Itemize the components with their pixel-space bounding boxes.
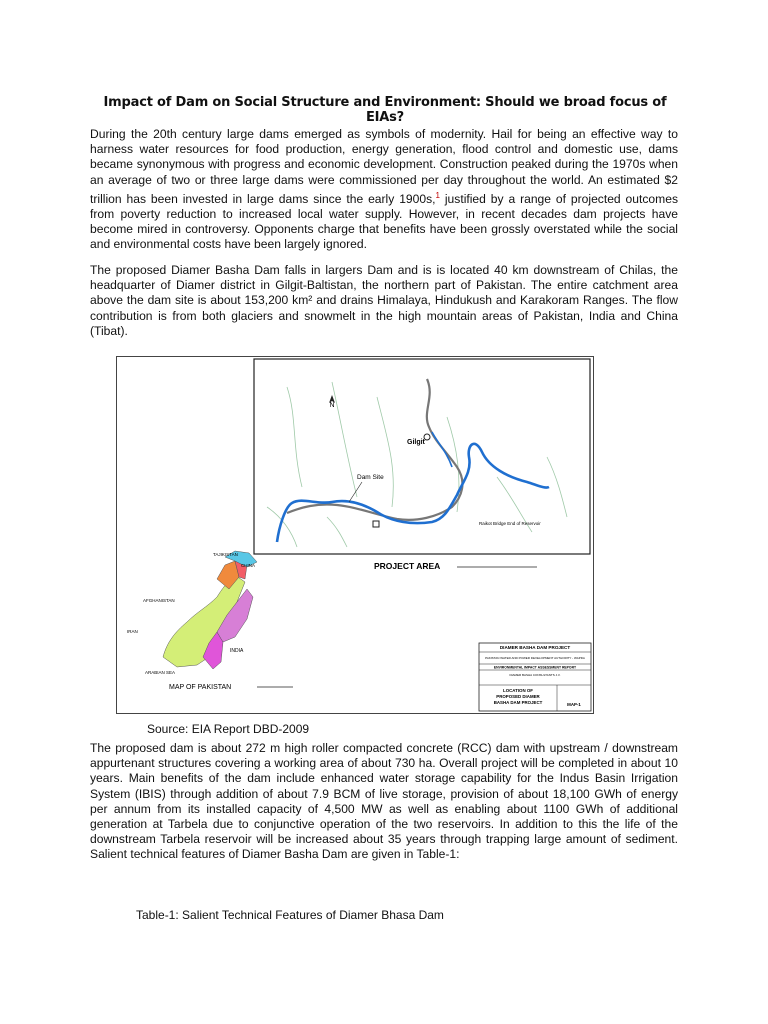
gilgit-marker-icon [424, 434, 430, 440]
title-block-authority: PAKISTAN WATER AND POWER DEVELOPMENT AUTHORITY - WAPDA [485, 656, 585, 660]
location-line-2: PROPOSED DIAMER [496, 694, 540, 699]
raikot-label: Raikot Bridge End of Reservoir [479, 521, 541, 526]
title-block [479, 643, 591, 711]
location-line-1: LOCATION OF [503, 688, 533, 693]
arabian-sea-label: ARABIAN SEA [145, 670, 176, 675]
title-block-project: DIAMER BASHA DAM PROJECT [499, 645, 571, 650]
location-line-3: BASHA DAM PROJECT [493, 700, 543, 705]
iran-label: IRAN [127, 629, 138, 634]
map-of-pakistan-label: MAP OF PAKISTAN [169, 684, 232, 691]
location-map [117, 357, 593, 713]
north-label: N [329, 402, 335, 409]
title-block-report: ENVIRONMENTAL IMPACT ASSESSMENT REPORT [493, 665, 577, 670]
intro-text-b: justified by a range of projected outcomes from poverty reduction to increased local water supply. However, in recent decades dam projects have become mired in controversy. Opponents charge that benefits have been grossly overstated while the social and environmental costs have been largely ignored. [90, 191, 678, 252]
tajikistan-label: TAJIKISTAN [213, 552, 238, 557]
china-label: CHINA [241, 563, 256, 568]
footnote-marker[interactable]: 1 [435, 190, 440, 200]
dam-features-paragraph: The proposed dam is about 272 m high roller compacted concrete (RCC) dam with upstream / downstream appurtenant structures covering a working area of about 730 ha. Overall project will be completed in about 10 years. Main benefits of the dam include enhanced water storage capability for the Indus Basin Irrigation System (IBIS) through addition of about 7.9 BCM of live storage, provision of about 18,100 GWh of energy per annum from its installed capacity of 4,500 MW as well as enabling about 1100 GWh of additional generation at Tarbela due to conjunctive operation of the two reservoirs. In addition to this the life of the downstream Tarbela reservoir will be increased about 35 years through trapping large amount of sediment. Salient technical features of Diamer Basha Dam are given in Table-1: [90, 741, 678, 862]
airport-icon [373, 521, 379, 527]
project-area-label: PROJECT AREA [374, 561, 441, 571]
dam-site-label: Dam Site [357, 474, 384, 481]
figure-source-caption: Source: EIA Report DBD-2009 [147, 722, 310, 736]
intro-paragraph [90, 127, 678, 253]
intro-text-a: During the 20th century large dams emerged as symbols of modernity. Hail for being an effective way to harness water resources for food production, energy generation, flood control and domestic use, dams became synonymous with progress and economic development. Construction peaked during the 1970s when an average of two or three large dams were commissioned per day throughout the world. An estimated $2 trillion has been invested in large dams since the early 1900s, [90, 127, 678, 206]
map-number: MAP-1 [567, 702, 581, 707]
title-block-consultants: DIAMER BASHA CONSULTANTS J.V. [509, 673, 561, 677]
table-caption: Table-1: Salient Technical Features of Diamer Bhasa Dam [136, 908, 444, 922]
india-label: INDIA [230, 648, 244, 654]
gilgit-label: Gilgit [407, 439, 425, 446]
location-paragraph: The proposed Diamer Basha Dam falls in largers Dam and is is located 40 km downstream of Chilas, the headquarter of Diamer district in Gilgit-Baltistan, the northern part of Pakistan. The entire catchment area above the dam site is about 153,200 km² and drains Himalaya, Hindukush and Karakoram Ranges. The flow contribution is from both glaciers and snowmelt in the high mountain areas of Pakistan, India and China (Tibat). [90, 263, 678, 338]
page-title: Impact of Dam on Social Structure and Environment: Should we broad focus of EIAs? [103, 95, 667, 125]
afghanistan-label: AFGHANISTAN [143, 598, 175, 603]
location-map-figure [116, 356, 594, 714]
